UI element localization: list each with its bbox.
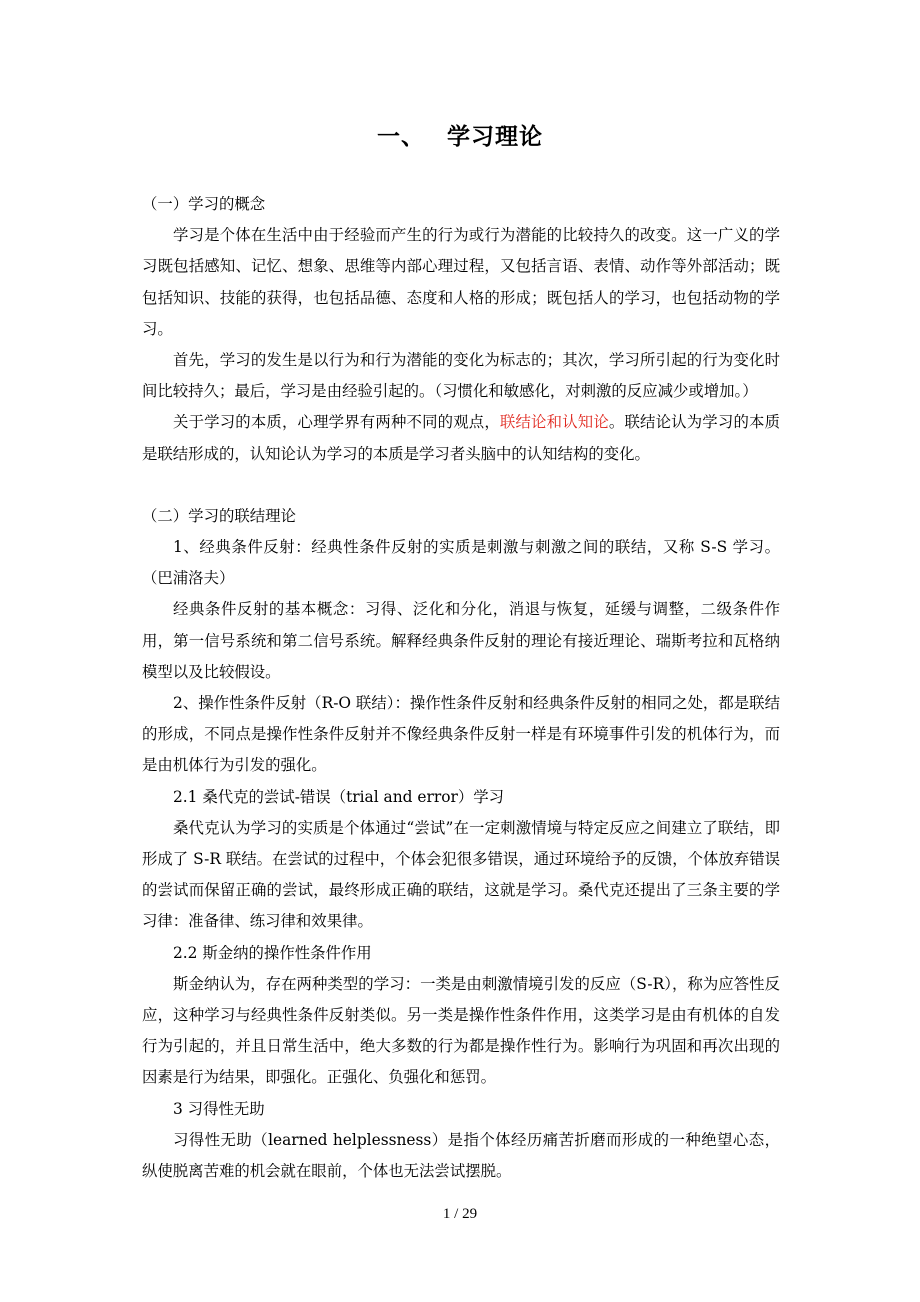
paragraph: 习得性无助（learned helplessness）是指个体经历痛苦折磨而形成的一种绝望心态，纵使脱离苦难的机会就在眼前，个体也无法尝试摆脱。 — [142, 1130, 780, 1181]
highlighted-terms: 联结论和认知论 — [499, 413, 609, 432]
subheading: 2.2 斯金纳的操作性条件作用 — [173, 943, 372, 962]
paragraph-nature — [142, 407, 780, 469]
title-number: 一、 — [377, 124, 425, 150]
section-heading-association: （二）学习的联结理论 — [142, 506, 296, 525]
section-heading-concept: （一）学习的概念 — [142, 195, 266, 213]
paragraph: 斯金纳认为，存在两种类型的学习：一类是由刺激情境引发的反应（S-R），称为应答性反应，这种学习与经典性条件反射类似。另一类是操作性条件作用，这类学习是由有机体的自发行为引起的，并且日常生活中，绝大多数的行为都是操作性行为。影响行为巩固和再次出现的因素是行为结果，即强化。正强化、负强化和惩罚。 — [142, 974, 780, 1087]
paragraph: 经典条件反射的基本概念：习得、泛化和分化，消退与恢复，延缓与调整，二级条件作用，第一信号系统和第二信号系统。解释经典条件反射的理论有接近理论、瑞斯考拉和瓦格纳模型以及比较假设。 — [142, 600, 780, 681]
paragraph: 学习是个体在生活中由于经验而产生的行为或行为潜能的比较持久的改变。这一广义的学习既包括感知、记忆、想象、思维等内部心理过程，又包括言语、表情、动作等外部活动；既包括知识、技能的获得，也包括品德、态度和人格的形成；既包括人的学习，也包括动物的学习。 — [142, 226, 780, 338]
paragraph: 桑代克认为学习的实质是个体通过“尝试”在一定刺激情境与特定反应之间建立了联结，即形成了 S-R 联结。在尝试的过程中，个体会犯很多错误，通过环境给予的反馈，个体放弃错误的尝试而保留正确的尝试，最终形成正确的联结，这就是学习。桑代克还提出了三条主要的学习律：准备律、练习律和效果律。 — [142, 818, 780, 931]
spacer — [142, 470, 780, 501]
page-number: 1 / 29 — [442, 1206, 478, 1222]
page-title — [0, 118, 920, 151]
paragraph: 首先，学习的发生是以行为和行为潜能的变化为标志的；其次，学习所引起的行为变化时间比较持久；最后，学习是由经验引起的。（习惯化和敏感化，对刺激的反应减少或增加。） — [142, 351, 780, 401]
title-text: 学习理论 — [447, 124, 543, 150]
subheading: 2.1 桑代克的尝试-错误（trial and error）学习 — [173, 787, 504, 806]
paragraph-text: 关于学习的本质，心理学界有两种不同的观点， — [173, 413, 500, 432]
subheading: 3 习得性无助 — [173, 1099, 265, 1118]
paragraph: 1、经典条件反射：经典性条件反射的实质是刺激与刺激之间的联结，又称 S-S 学习。（巴浦洛夫） — [142, 538, 780, 588]
paragraph: 2、操作性条件反射（R-O 联结）：操作性条件反射和经典条件反射的相同之处，都是联结的形成，不同点是操作性条件反射并不像经典条件反射一样是有环境事件引发的机体行为，而是由机体行为引发的强化。 — [142, 694, 780, 775]
paragraph-text: 。联结论认为学习的本质是联结形成的，认知论认为学习的本质是学习者头脑中的认知结构的变化。 — [142, 413, 780, 463]
document-body — [142, 189, 780, 1187]
